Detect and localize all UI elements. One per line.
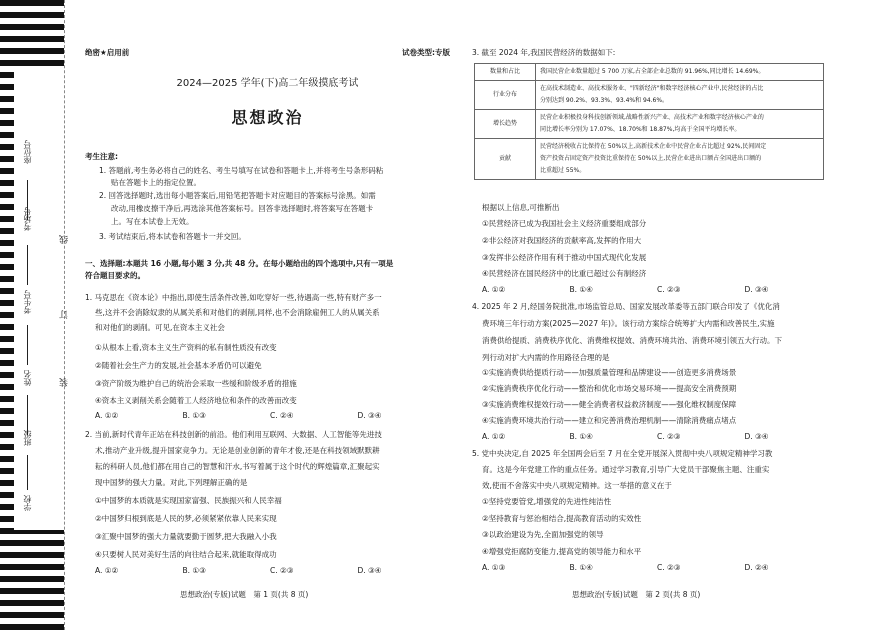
option-d[interactable]: D. ③④	[357, 566, 382, 575]
note-line: 改动,用橡皮擦干净后,再选涂其他答案标号。回答非选择题时,将答案写在答题卡	[111, 204, 374, 213]
label-seat-number: 座位号	[23, 140, 32, 164]
q2-stem: 2. 当前,新时代青年正站在科技创新的前沿。他们利用互联网、大数据、人工智能等先进技	[85, 430, 382, 439]
cut-mark-pack: 装	[60, 378, 70, 387]
q1-choice: ①从根本上看,资本主义生产资料的私有制性质没有改变	[95, 343, 277, 352]
q2-choice: ①中国梦的本质就是实现国家富强、民族振兴和人民幸福	[95, 496, 282, 505]
q1-stem: 和对他们的剥削。可见,在资本主义社会	[95, 323, 225, 332]
confidential-mark: 绝密★启用前	[85, 48, 130, 57]
table-row-key: 贡献	[475, 139, 536, 180]
option-c[interactable]: C. ②③	[657, 563, 681, 572]
q4-stem: 列行动对扩大内需的作用路径合理的是	[482, 353, 610, 362]
option-b[interactable]: B. ①③	[182, 411, 206, 420]
cut-mark-bind: 订	[60, 310, 70, 319]
page-footer: 思想政治(专版)试题 第 2 页(共 8 页)	[572, 590, 701, 599]
option-b[interactable]: B. ①③	[182, 566, 206, 575]
q4-choice: ②实施消费秩序优化行动——整治和优化市场交易环境——提高安全消费预期	[482, 384, 737, 393]
q2-options	[95, 566, 445, 576]
label-candidate-number: 考生号	[23, 290, 32, 314]
table-row-key: 行业分布	[475, 81, 536, 110]
option-b[interactable]: B. ①④	[569, 285, 593, 294]
q5-options	[482, 563, 832, 573]
q5-stem: 5. 党中央决定,自 2025 年全国两会后至 7 月在全党开展深入贯彻中央八项规定精神学习教	[472, 449, 773, 458]
section-heading-cont: 符合题目要求的。	[85, 271, 145, 280]
option-c[interactable]: C. ②④	[270, 411, 294, 420]
field-line-class	[27, 455, 28, 490]
option-d[interactable]: D. ③④	[357, 411, 382, 420]
table-row-value: 我国民营企业数量超过 5 700 万家,占全部企业总数的 91.96%,同比增长 14.69%。	[536, 64, 824, 81]
q3-choice: ③发挥非公经济作用有利于推动中国式现代化发展	[482, 253, 647, 262]
q1-stem: 1. 马克思在《资本论》中指出,即使生活条件改善,如吃穿好一些,待遇高一些,特有财产多一	[85, 293, 382, 302]
label-name: 姓名	[23, 370, 32, 386]
q5-choice: ③以政治建设为先,全面加强党的领导	[482, 530, 604, 539]
option-a[interactable]: A. ①③	[482, 563, 506, 572]
option-c[interactable]: C. ②③	[657, 285, 681, 294]
option-d[interactable]: D. ③④	[744, 285, 769, 294]
note-line: 3. 考试结束后,将本试卷和答题卡一并交回。	[99, 232, 246, 241]
q4-stem: 4. 2025 年 2 月,经国务院批准,市场监管总局、国家发展改革委等五部门联合印发了《优化消	[472, 302, 780, 311]
q1-choice: ②随着社会生产力的发展,社会基本矛盾仍可以避免	[95, 361, 262, 370]
q1-stem: 些,这并不会消除奴隶的从属关系和对他们的剥削,同样,也不会消除雇佣工人的从属关系	[95, 308, 380, 317]
subject-title: 思想政治	[231, 108, 304, 127]
table-row-key: 数量和占比	[475, 64, 536, 81]
q4-options	[482, 432, 832, 442]
note-line: 2. 回答选择题时,选出每小题答案后,用铅笔把答题卡对应题目的答案标号涂黑。如需	[99, 191, 376, 200]
q1-choice: ④资本主义剥削关系会随着工人经济地位和条件的改善而改变	[95, 396, 297, 405]
option-a[interactable]: A. ①②	[482, 285, 506, 294]
q2-choice: ②中国梦归根到底是人民的梦,必须紧紧依靠人民来实现	[95, 514, 277, 523]
q3-options	[482, 285, 832, 295]
table-row-value: 在高技术制造业、高技术服务业、"四新经济"和数字经济核心产业中,民营经济的占比 分别达到 90.2%、93.3%、93.4%和 94.6%。	[536, 81, 824, 110]
q5-stem: 育。这是今年党建工作的重点任务。通过学习教育,引导广大党员干部聚焦主题、注重实	[482, 465, 770, 474]
q4-stem: 消费供给提质、消费秩序优化、消费维权提效、消费环境共治、消费环境引领五大行动。下	[482, 336, 782, 345]
q2-stem: 术,推动产业升级,提升国家竞争力。无论是创业创新的青年才俊,还是在科技领域默默耕	[95, 446, 380, 455]
option-a[interactable]: A. ①②	[95, 411, 119, 420]
q4-stem: 费环境三年行动方案(2025—2027 年)》。该行动方案综合统筹扩大内需和改善民生,实施	[482, 319, 775, 328]
field-line-name	[27, 395, 28, 435]
label-exam-room: 考场号	[23, 207, 32, 231]
economy-data-table	[474, 63, 824, 180]
q4-choice: ④实施消费环境共治行动——建立和完善消费治理机制——清除消费痛点堵点	[482, 416, 737, 425]
q3-question: 根据以上信息,可推断出	[482, 203, 560, 212]
page-footer: 思想政治(专版)试题 第 1 页(共 8 页)	[180, 590, 309, 599]
option-d[interactable]: D. ②④	[744, 563, 769, 572]
table-row	[475, 64, 824, 81]
option-b[interactable]: B. ①④	[569, 432, 593, 441]
note-line: 1. 答题前,考生务必将自己的姓名、考生号填写在试卷和答题卡上,并将考生号条形码粘	[99, 166, 384, 175]
option-a[interactable]: A. ①②	[95, 566, 119, 575]
option-b[interactable]: B. ①④	[569, 563, 593, 572]
cut-mark-line: 线	[60, 235, 70, 244]
option-a[interactable]: A. ①②	[482, 432, 506, 441]
q5-stem: 效,使而不舍落实中央八项规定精神。这一举措的意义在于	[482, 481, 672, 490]
option-c[interactable]: C. ②③	[270, 566, 294, 575]
table-row-value: 民营经济税收占比保持在 50%以上,高新技术企业中民营企业占比超过 92%,民间固定 资产投资占固定资产投资比重保持在 50%以上,民营企业进出口额占全国进出口额的 比重超过 55%。	[536, 139, 824, 180]
label-class: 班级	[23, 430, 32, 446]
field-line-room	[27, 245, 28, 285]
q3-stem: 3. 截至 2024 年,我国民营经济的数据如下:	[472, 48, 616, 57]
option-c[interactable]: C. ②③	[657, 432, 681, 441]
exam-title: 2024—2025 学年(下)高二年级摸底考试	[176, 78, 359, 89]
paper-type: 试卷类型:专版	[402, 48, 450, 57]
field-line-candidate	[27, 325, 28, 365]
notes-title: 考生注意:	[85, 152, 118, 161]
note-line: 贴在答题卡上的指定位置。	[111, 178, 201, 187]
q2-stem: 耘的科研人员,他们都在用自己的智慧和汗水,书写着属于这个时代的辉煌篇章,汇聚起实	[95, 462, 380, 471]
table-row-key: 增长趋势	[475, 110, 536, 139]
table-row	[475, 81, 824, 110]
section-heading: 一、选择题:本题共 16 小题,每小题 3 分,共 48 分。在每小题给出的四个选项中,只有一项是	[85, 259, 394, 268]
note-line: 上。写在本试卷上无效。	[111, 217, 194, 226]
table-row	[475, 110, 824, 139]
q4-choice: ①实施消费供给提质行动——加强质量管理和品牌建设——创造更多消费场景	[482, 368, 737, 377]
q3-choice: ④民营经济在国民经济中的比重已超过公有制经济	[482, 269, 647, 278]
table-row	[475, 139, 824, 180]
q5-choice: ②坚持教育与惩治相结合,提高教育活动的实效性	[482, 514, 642, 523]
q2-stem: 现中国梦的强大力量。对此,下列理解正确的是	[95, 478, 248, 487]
q3-choice: ①民营经济已成为我国社会主义经济重要组成部分	[482, 219, 647, 228]
q1-options	[95, 411, 445, 421]
page-1	[85, 0, 450, 630]
q4-choice: ③实施消费维权提效行动——健全消费者权益救济制度——强化维权制度保障	[482, 400, 737, 409]
q2-choice: ③汇聚中国梦的强大力量就要勤于圆梦,把大我融入小我	[95, 532, 277, 541]
q1-choice: ③资产阶级为维护自己的统治会采取一些缓和阶级矛盾的措施	[95, 379, 297, 388]
option-d[interactable]: D. ③④	[744, 432, 769, 441]
q2-choice: ④只要树人民对美好生活的向往结合起来,就能取得成功	[95, 550, 277, 559]
page-2	[472, 0, 827, 630]
label-school: 学校	[23, 495, 32, 511]
q5-choice: ④增强党拒腐防变能力,提高党的领导能力和水平	[482, 547, 642, 556]
q3-choice: ②非公经济对我国经济的贡献率高,发挥的作用大	[482, 236, 642, 245]
q5-choice: ①坚持党要管党,增强党的先进性纯洁性	[482, 497, 612, 506]
table-row-value: 民营企业积极投身科技创新领域,战略性新兴产业、高技术产业和数字经济核心产业的 同比增长率分别为 17.07%、18.70%和 18.87%,均高于全国平均增长率。	[536, 110, 824, 139]
